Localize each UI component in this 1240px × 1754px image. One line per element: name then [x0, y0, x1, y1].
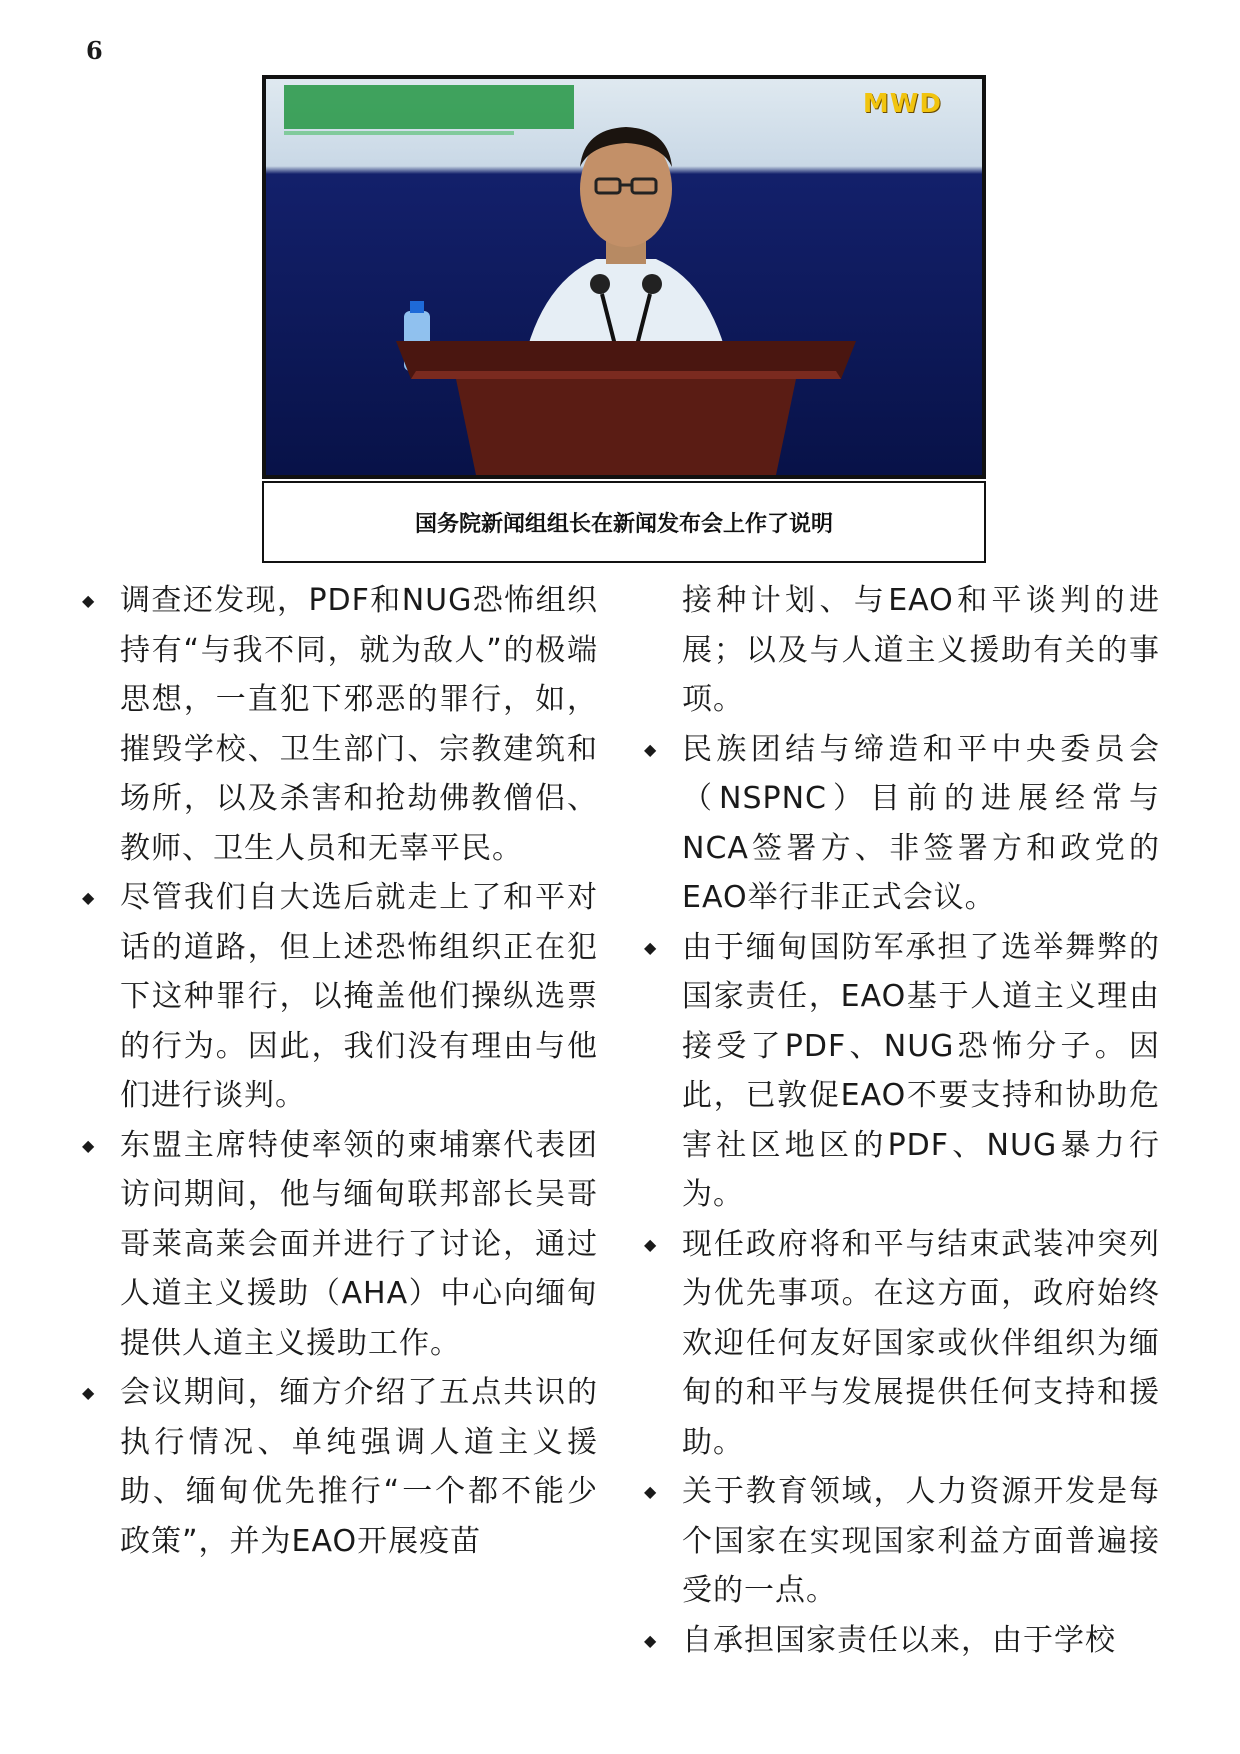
diamond-bullet-icon: ◆ — [644, 739, 658, 759]
diamond-bullet-icon: ◆ — [82, 888, 96, 907]
list-item-text: 现任政府将和平与结束武装冲突列为优先事项。在这方面，政府始终欢迎任何友好国家或伙伴组织为缅甸的和平与发展提供任何支持和援助。 — [682, 1226, 1160, 1460]
photo-caption: 国务院新闻组组长在新闻发布会上作了说明 — [414, 510, 833, 537]
list-item — [78, 1368, 598, 1566]
page-number: 6 — [86, 36, 103, 65]
speaker-illustration — [266, 79, 982, 475]
diamond-bullet-icon: ◆ — [644, 1234, 658, 1254]
left-column — [78, 576, 598, 1566]
list-item — [640, 1467, 1160, 1616]
diamond-bullet-icon: ◆ — [644, 937, 658, 957]
right-column — [640, 576, 1160, 1665]
diamond-bullet-icon: ◆ — [644, 1482, 658, 1501]
podium-body — [456, 379, 796, 475]
list-item-text: 关于教育领域，人力资源开发是每个国家在实现国家利益方面普遍接受的一点。 — [682, 1474, 1160, 1608]
banner-overlay — [284, 85, 574, 129]
list-item-text: 调查还发现，PDF和NUG恐怖组织持有“与我不同，就为敌人”的极端思想，一直犯下邪恶的罪行，如，摧毁学校、卫生部门、宗教建筑和场所，以及杀害和抢劫佛教僧侣、教师、卫生人员和无辜平民。 — [120, 583, 598, 866]
list-item — [640, 1220, 1160, 1468]
list-item-text: 由于缅甸国防军承担了选举舞弊的国家责任，EAO基于人道主义理由接受了PDF、NUG恐怖分子。因此，已敦促EAO不要支持和协助危害社区地区的PDF、NUG暴力行为。 — [682, 929, 1160, 1212]
list-item-text: 尽管我们自大选后就走上了和平对话的道路，但上述恐怖组织正在犯下这种罪行，以掩盖他们操纵选票的行为。因此，我们没有理由与他们进行谈判。 — [120, 880, 598, 1113]
photo-caption-box — [262, 481, 986, 563]
list-item-text: 会议期间，缅方介绍了五点共识的执行情况、单纯强调人道主义援助、缅甸优先推行“一个都不能少政策”，并为EAO开展疫苗 — [120, 1375, 598, 1559]
diamond-bullet-icon: ◆ — [82, 1135, 96, 1155]
list-item — [78, 576, 598, 873]
list-item-text: 自承担国家责任以来，由于学校 — [682, 1622, 1116, 1658]
list-item — [640, 725, 1160, 923]
microphone-icon — [590, 274, 610, 294]
broadcaster-logo: MWD — [862, 89, 942, 119]
diamond-bullet-icon: ◆ — [82, 1383, 96, 1402]
press-conference-photo — [262, 75, 986, 479]
diamond-bullet-icon: ◆ — [644, 1630, 658, 1650]
list-item — [78, 873, 598, 1121]
list-item — [640, 923, 1160, 1220]
diamond-bullet-icon: ◆ — [82, 591, 96, 610]
list-item — [640, 1616, 1160, 1666]
microphone-icon — [642, 274, 662, 294]
continued-paragraph: 接种计划、与EAO和平谈判的进展；以及与人道主义援助有关的事项。 — [682, 583, 1160, 717]
list-item-text: 民族团结与缔造和平中央委员会（NSPNC）目前的进展经常与NCA签署方、非签署方和政党的EAO举行非正式会议。 — [682, 731, 1160, 915]
list-item — [78, 1121, 598, 1369]
list-item-text: 东盟主席特使率领的柬埔寨代表团访问期间，他与缅甸联邦部长吴哥哥莱高莱会面并进行了讨论，通过人道主义援助（AHA）中心向缅甸提供人道主义援助工作。 — [120, 1127, 598, 1361]
